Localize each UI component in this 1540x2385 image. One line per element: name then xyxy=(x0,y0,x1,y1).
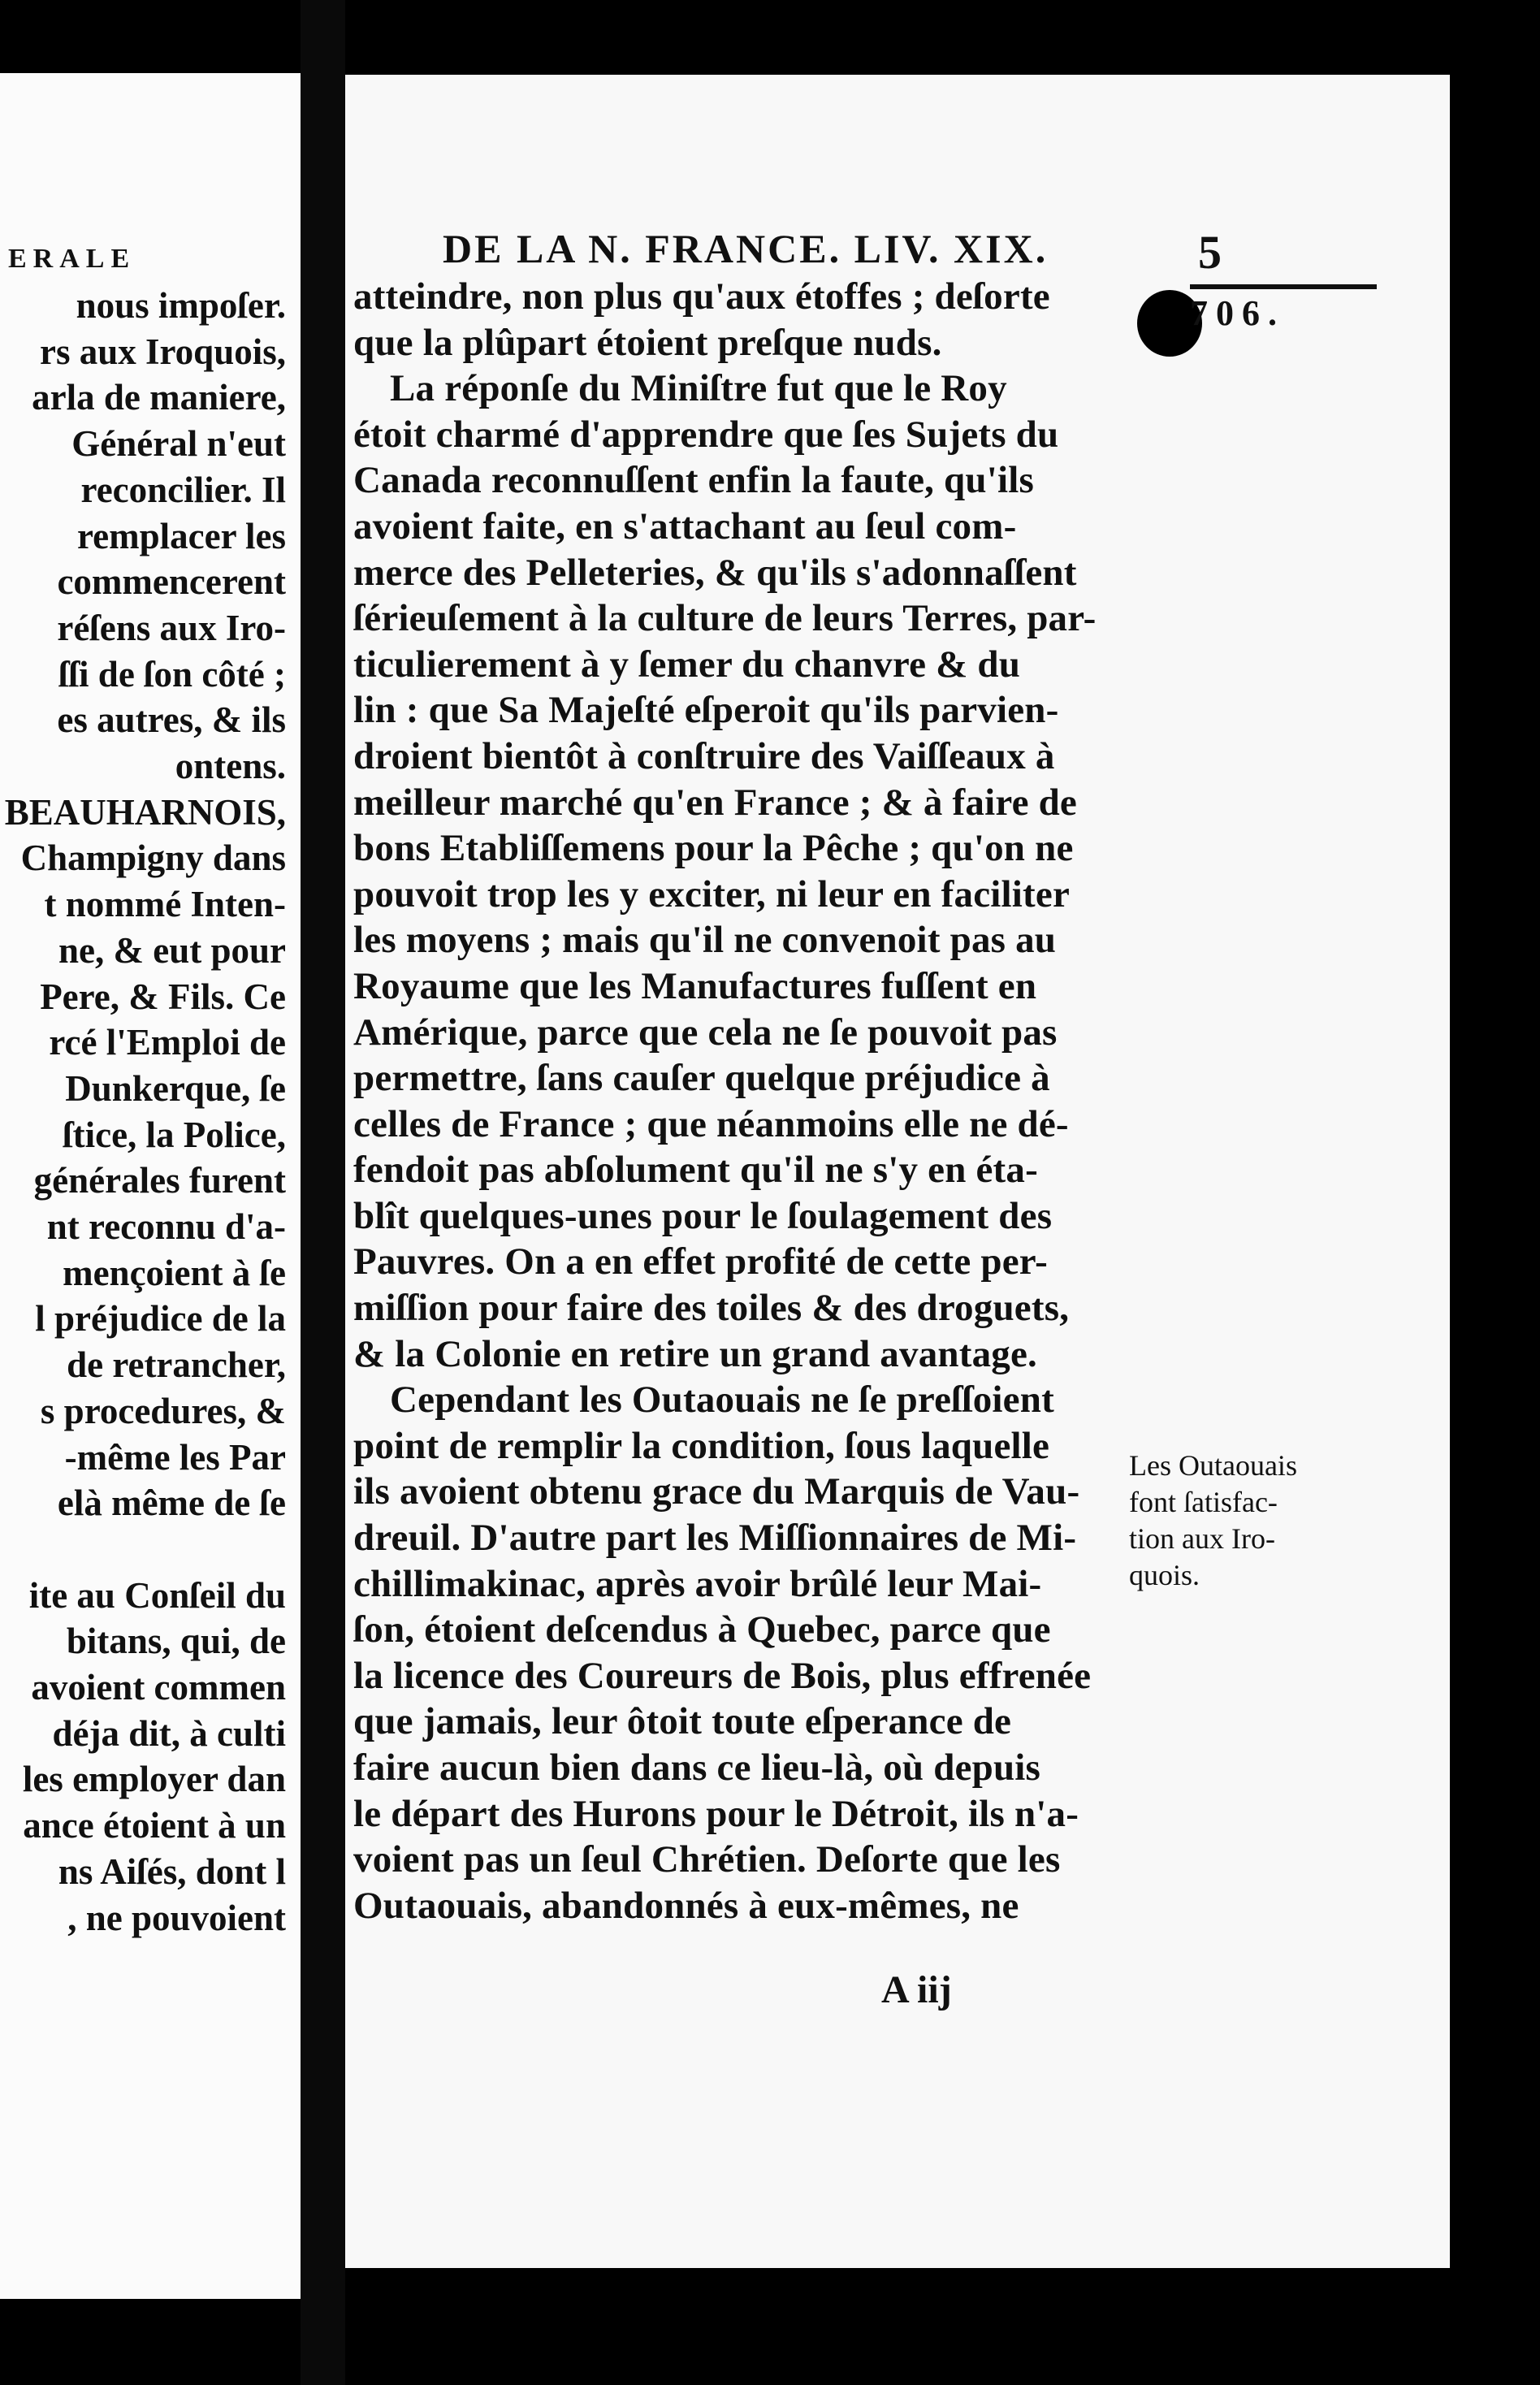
text-line: Dunkerque, ſe xyxy=(65,1067,286,1109)
text-line: les employer dan xyxy=(22,1759,286,1800)
text-line: point de remplir la condition, ſous laquelle xyxy=(353,1424,1050,1467)
left-running-head: ERALE xyxy=(8,244,136,274)
marginal-year: 706. xyxy=(1190,293,1285,333)
text-line: fendoit pas abſolument qu'il ne s'y en éta- xyxy=(353,1149,1038,1192)
text-line: es autres, & ils xyxy=(57,699,286,741)
signature-mark: A iij xyxy=(881,1968,952,2011)
text-line: Amérique, parce que cela ne ſe pouvoit pas xyxy=(353,1011,1058,1054)
text-line: ſon, étoient deſcendus à Quebec, parce que xyxy=(353,1608,1051,1651)
running-head-title: DE LA N. FRANCE. LIV. XIX. xyxy=(443,226,1049,271)
text-line: commencerent xyxy=(57,561,286,603)
text-line: merce des Pelleteries, & qu'ils s'adonnaſſent xyxy=(353,551,1077,594)
text-line: faire aucun bien dans ce lieu-là, où depuis xyxy=(353,1747,1041,1789)
marginal-note-line: tion aux Iro- xyxy=(1129,1522,1275,1555)
text-line: rs aux Iroquois, xyxy=(39,331,286,372)
text-line: l préjudice de la xyxy=(35,1298,286,1340)
text-line: Général n'eut xyxy=(71,423,286,465)
text-line: ſérieuſement à la culture de leurs Terres, par- xyxy=(353,597,1097,640)
text-line: La réponſe du Miniſtre fut que le Roy xyxy=(390,367,1007,410)
text-line: générales furent xyxy=(33,1160,286,1201)
text-line: ns Aiſés, dont l xyxy=(58,1850,286,1892)
text-line: ticulierement à y ſemer du chanvre & du xyxy=(353,643,1021,686)
text-line: Cependant les Outaouais ne ſe preſſoient xyxy=(390,1379,1054,1422)
scan-border xyxy=(1450,0,1540,2385)
text-line: Pauvres. On a en effet profité de cette per- xyxy=(353,1240,1048,1283)
text-line: que la plûpart étoient preſque nuds. xyxy=(353,321,942,364)
left-page-fragment xyxy=(0,73,301,2299)
marginal-note xyxy=(1129,1448,1365,1594)
text-line: dreuil. D'autre part les Miſſionnaires de Mi- xyxy=(353,1517,1077,1560)
text-line: s procedures, & xyxy=(40,1390,286,1431)
text-line: chillimakinac, après avoir brûlé leur Mai- xyxy=(353,1562,1042,1605)
text-line: la licence des Coureurs de Bois, plus effrenée xyxy=(353,1654,1092,1697)
text-line: celles de France ; que néanmoins elle ne dé- xyxy=(353,1102,1069,1145)
main-text-column xyxy=(345,274,1157,1928)
text-line: miſſion pour faire des toiles & des droguets, xyxy=(353,1287,1070,1330)
text-line: , ne pouvoient xyxy=(67,1897,286,1938)
year-rule xyxy=(1190,284,1377,289)
text-line: Royaume que les Manufactures fuſſent en xyxy=(353,964,1037,1007)
text-line: blît quelques-unes pour le ſoulagement des xyxy=(353,1194,1053,1237)
text-line: Pere, & Fils. Ce xyxy=(40,976,286,1017)
text-line: voient pas un ſeul Chrétien. Deſorte que les xyxy=(353,1838,1061,1881)
text-line: BEAUHARNOIS, xyxy=(4,791,286,833)
text-line: -même les Par xyxy=(64,1436,286,1478)
text-line: arla de maniere, xyxy=(32,377,286,418)
text-line: meilleur marché qu'en France ; & à faire de xyxy=(353,781,1077,824)
text-line: elà même de ſe xyxy=(57,1483,286,1524)
marginal-note-line: font ſatisfac- xyxy=(1129,1486,1278,1518)
page-number: 5 xyxy=(1198,226,1224,279)
book-gutter xyxy=(301,0,345,2385)
right-page xyxy=(345,75,1450,2268)
text-line: pouvoit trop les y exciter, ni leur en faciliter xyxy=(353,872,1071,915)
text-line: ſſi de ſon côté ; xyxy=(58,653,286,695)
text-line: étoit charmé d'apprendre que ſes Sujets du xyxy=(353,413,1059,456)
text-line: le départ des Hurons pour le Détroit, ils n'a- xyxy=(353,1792,1079,1835)
text-line: ſtice, la Police, xyxy=(63,1114,286,1155)
text-line: remplacer les xyxy=(77,515,286,556)
text-line: reconcilier. Il xyxy=(80,469,286,510)
text-line: les moyens ; mais qu'il ne convenoit pas au xyxy=(353,919,1057,962)
text-line: avoient commen xyxy=(31,1667,286,1708)
text-line: ontens. xyxy=(175,746,286,787)
text-line: Champigny dans xyxy=(20,838,286,879)
text-line: réſens aux Iro- xyxy=(57,607,286,648)
text-line: t nommé Inten- xyxy=(44,884,286,925)
text-line: que jamais, leur ôtoit toute eſperance de xyxy=(353,1700,1012,1743)
text-line: ne, & eut pour xyxy=(58,929,286,971)
marginal-note-line: Les Outaouais xyxy=(1129,1449,1297,1482)
text-line: nt reconnu d'a- xyxy=(46,1206,286,1248)
text-line: ance étoient à un xyxy=(23,1805,286,1846)
text-line: ils avoient obtenu grace du Marquis de Vau- xyxy=(353,1470,1080,1513)
text-line: Outaouais, abandonnés à eux-mêmes, ne xyxy=(353,1884,1019,1927)
text-line: déja dit, à culti xyxy=(52,1712,286,1754)
text-line: nous impoſer. xyxy=(76,285,286,326)
text-line: rcé l'Emploi de xyxy=(49,1022,286,1063)
text-line: de retrancher, xyxy=(67,1344,286,1386)
text-line: atteindre, non plus qu'aux étoffes ; deſorte xyxy=(353,275,1050,318)
text-line: Canada reconnuſſent enfin la faute, qu'ils xyxy=(353,459,1034,502)
text-line: bons Etabliſſemens pour la Pêche ; qu'on ne xyxy=(353,827,1074,870)
text-line: & la Colonie en retire un grand avantage. xyxy=(353,1332,1037,1375)
text-line: bitans, qui, de xyxy=(66,1621,286,1662)
text-line: permettre, ſans cauſer quelque préjudice à xyxy=(353,1057,1050,1100)
paragraph-gap xyxy=(0,1526,286,1573)
text-line: mençoient à ſe xyxy=(63,1252,286,1293)
text-line: ite au Conſeil du xyxy=(28,1574,286,1616)
marginal-note-line: quois. xyxy=(1129,1559,1200,1591)
left-text-column xyxy=(0,283,286,1941)
text-line: avoient faite, en s'attachant au ſeul com- xyxy=(353,504,1017,548)
text-line: droient bientôt à conſtruire des Vaiſſeaux à xyxy=(353,734,1055,777)
text-line: lin : que Sa Majeſté eſperoit qu'ils parvien- xyxy=(353,689,1059,732)
